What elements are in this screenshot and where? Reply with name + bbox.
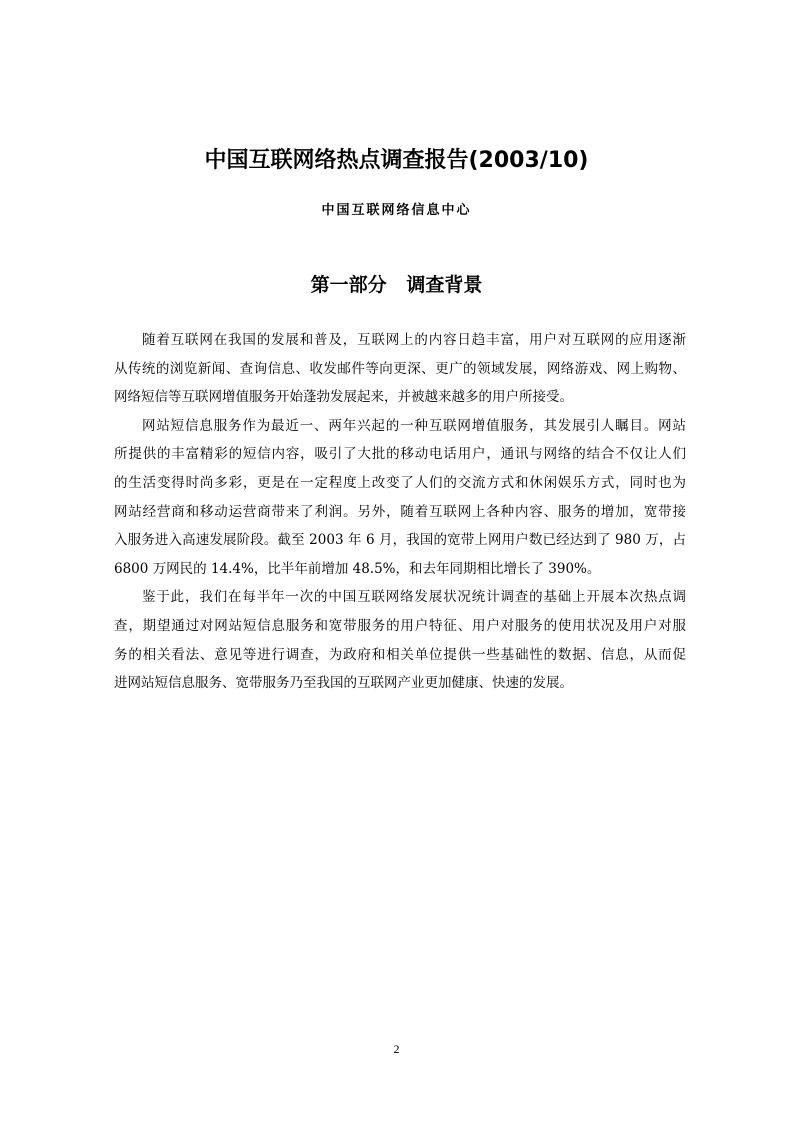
paragraph-line: 网站经营商和移动运营商带来了利润。另外，随着互联网上各种内容、服务的增加，宽带接 xyxy=(114,503,686,520)
section-heading: 第一部分 调查背景 xyxy=(310,274,483,296)
paragraph xyxy=(114,412,686,584)
paragraph-line: 鉴于此，我们在每半年一次的中国互联网络发展状况统计调查的基础上开展本次热点调 xyxy=(142,589,686,606)
paragraph-line: 入服务进入高速发展阶段。截至 2003 年 6 月，我国的宽带上网用户数已经达到了 980 万，占 xyxy=(114,532,686,549)
paragraph-line: 从传统的浏览新闻、查询信息、收发邮件等向更深、更广的领域发展，网络游戏、网上购物、 xyxy=(114,360,686,377)
paragraph-line: 6800 万网民的 14.4%，比半年前增加 48.5%，和去年同期相比增长了 390%。 xyxy=(114,560,601,577)
paragraph-line: 查，期望通过对网站短信息服务和宽带服务的用户特征、用户对服务的使用状况及用户对服 xyxy=(114,617,686,634)
paragraph xyxy=(114,326,686,412)
body-text xyxy=(114,326,686,698)
paragraph-line: 的生活变得时尚多彩，更是在一定程度上改变了人们的交流方式和休闲娱乐方式，同时也为 xyxy=(114,474,686,491)
paragraph-line: 随着互联网在我国的发展和普及，互联网上的内容日趋丰富，用户对互联网的应用逐渐 xyxy=(142,332,686,348)
paragraph-line: 所提供的丰富精彩的短信内容，吸引了大批的移动电话用户，通讯与网络的结合不仅让人们 xyxy=(114,446,686,463)
paragraph-line: 务的相关看法、意见等进行调查，为政府和相关单位提供一些基础性的数据、信息，从而促 xyxy=(114,646,686,663)
paragraph-line: 网站短信息服务作为最近一、两年兴起的一种互联网增值服务，其发展引人瞩目。网站 xyxy=(142,417,686,434)
page-number: 2 xyxy=(393,1042,400,1056)
paragraph-line: 网络短信等互联网增值服务开始蓬勃发展起来，并被越来越多的用户所接受。 xyxy=(114,389,573,406)
document-title: 中国互联网络热点调查报告(2003/10) xyxy=(204,148,589,173)
paragraph-line: 进网站短信息服务、宽带服务乃至我国的互联网产业更加健康、快速的发展。 xyxy=(114,675,573,692)
document-author: 中国互联网络信息中心 xyxy=(321,203,472,218)
paragraph xyxy=(114,583,686,697)
